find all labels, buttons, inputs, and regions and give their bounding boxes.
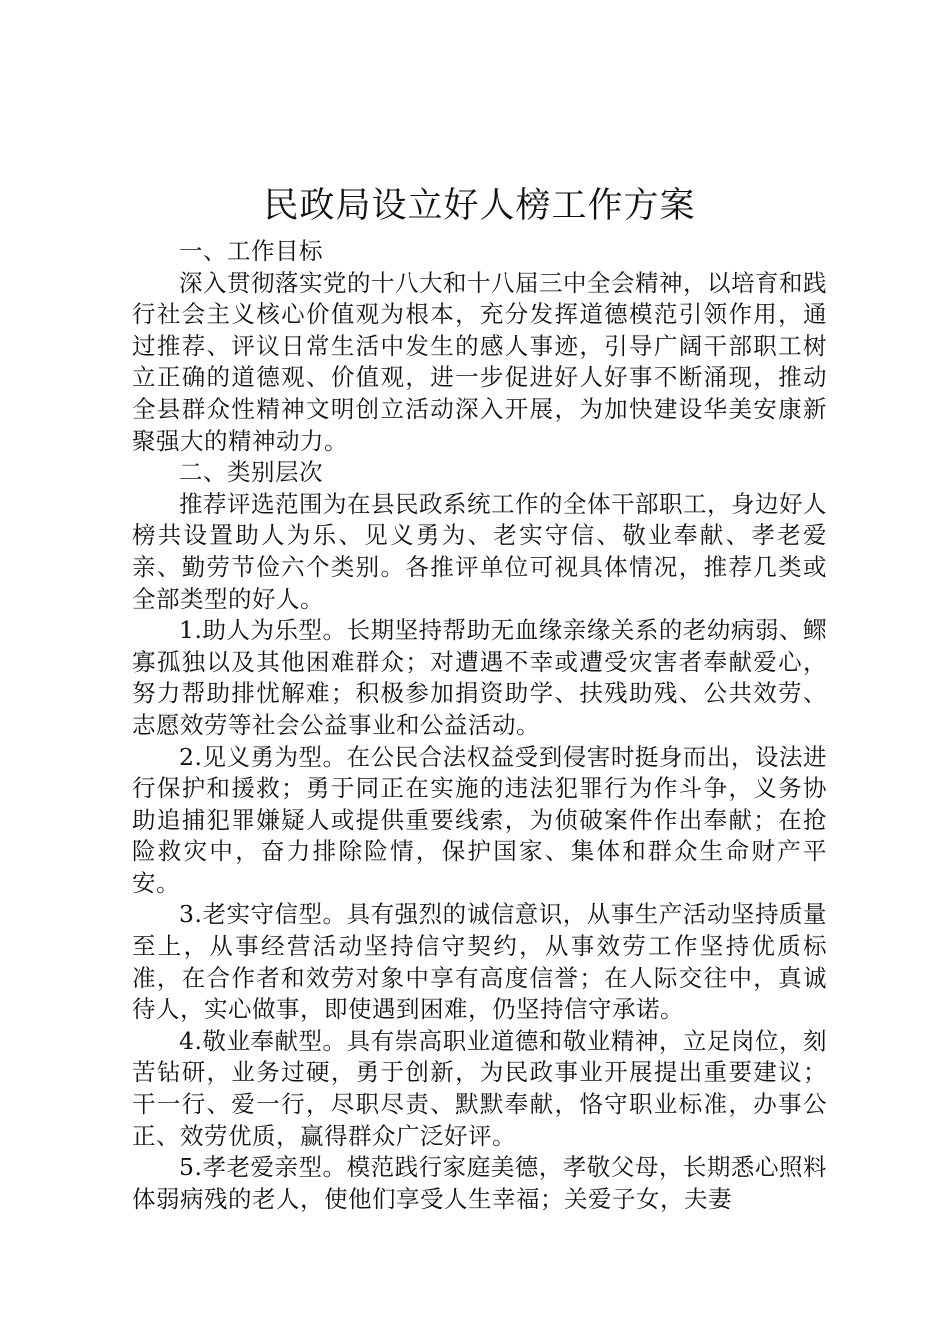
document-page: [132, 178, 827, 1215]
paragraph-type-helping: 1.助人为乐型。长期坚持帮助无血缘亲缘关系的老幼病弱、鳏寡孤独以及其他困难群众；对遭遇不幸或遭受灾害者奉献爱心，努力帮助排忧解难；积极参加捐资助学、扶残助残、公共效劳、志愿效劳等社会公益事业和公益活动。: [132, 616, 827, 739]
section-heading-categories: 二、类别层次: [179, 458, 323, 487]
paragraph-categories: 推荐评选范围为在县民政系统工作的全体干部职工，身边好人榜共设置助人为乐、见义勇为、老实守信、敬业奉献、孝老爱亲、勤劳节俭六个类别。各推评单位可视具体情况，推荐几类或全部类型的好人。: [132, 489, 827, 613]
paragraph-type-bravery: 2.见义勇为型。在公民合法权益受到侵害时挺身而出，设法进行保护和援救；勇于同正在实施的违法犯罪行为作斗争，义务协助追捕犯罪嫌疑人或提供重要线索，为侦破案件作出奉献；在抢险救灾中，奋力排除险情，保护国家、集体和群众生命财产平安。: [132, 742, 827, 897]
paragraph-type-filial: 5.孝老爱亲型。模范践行家庭美德，孝敬父母，长期悉心照料体弱病残的老人，使他们享受人生幸福；关爱子女，夫妻: [132, 1153, 827, 1213]
paragraph-goals: 深入贯彻落实党的十八大和十八届三中全会精神，以培育和践行社会主义核心价值观为根本，充分发挥道德模范引领作用，通过推荐、评议日常生活中发生的感人事迹，引导广阔干部职工树立正确的道德观、价值观，进一步促进好人好事不断涌现，推动全县群众性精神文明创立活动深入开展，为加快建设华美安康新聚强大的精神动力。: [132, 268, 827, 455]
section-heading-goals: 一、工作目标: [179, 237, 323, 265]
paragraph-type-honesty: 3.老实守信型。具有强烈的诚信意识，从事生产活动坚持质量至上，从事经营活动坚持信守契约，从事效劳工作坚持优质标准，在合作者和效劳对象中享有高度信誉；在人际交往中，真诚待人，实心做事，即使遇到困难，仍坚持信守承诺。: [132, 900, 827, 1024]
paragraph-type-dedication: 4.敬业奉献型。具有崇高职业道德和敬业精神，立足岗位，刻苦钻研，业务过硬，勇于创新，为民政事业开展提出重要建议；干一行、爱一行，尽职尽责、默默奉献，恪守职业标准，办事公正、效劳优质，赢得群众广泛好评。: [132, 1026, 827, 1150]
document-title: 民政局设立好人榜工作方案: [263, 186, 696, 226]
